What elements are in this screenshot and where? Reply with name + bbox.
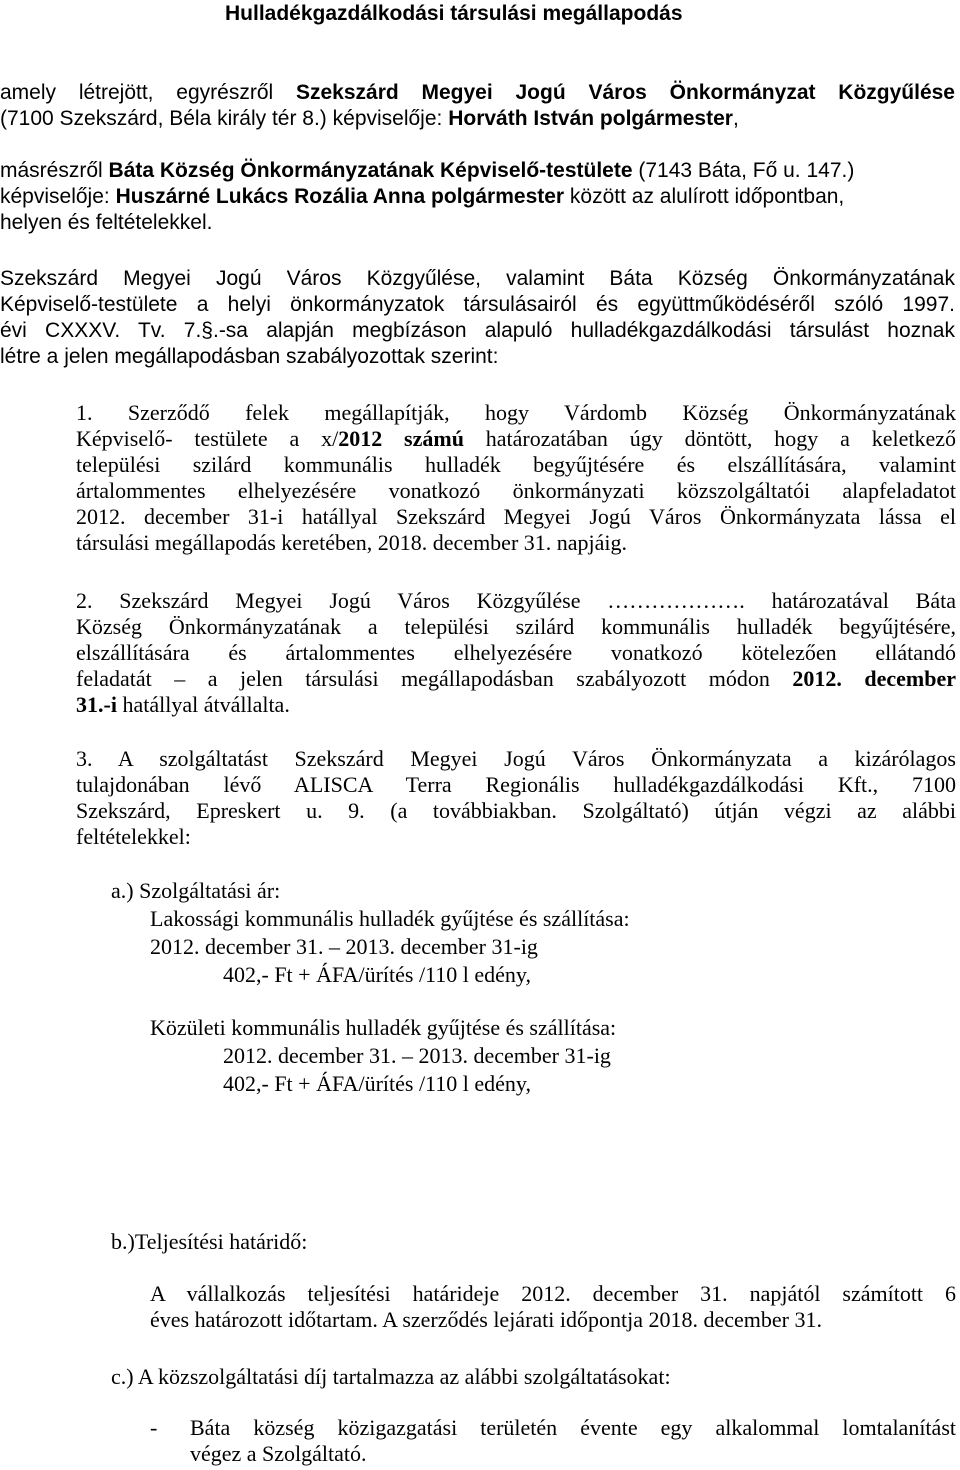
section-1-l2-c: határozatában úgy döntött, hogy a keletkező (463, 426, 956, 451)
party-2-tail: között az alulírott időpontban, (564, 185, 845, 208)
section-2-date-bold-2: 31.-i (76, 692, 117, 717)
subsection-a-heading: a.) Szolgáltatási ár: (111, 878, 281, 903)
section-3-line-1: 3. A szolgáltatást Szekszárd Megyei Jogú Város Önkormányzata a kizárólagos (76, 746, 956, 771)
party-2-name: Báta Község Önkormányzatának Képviselő-testülete (108, 159, 633, 182)
residential-period: 2012. december 31. – 2013. december 31-ig (150, 934, 538, 959)
section-2-l4-a: feladatát – a jelen társulási megállapodásban szabályozott módon (76, 666, 793, 691)
section-2-line-3: elszállítására és ártalommentes elhelyezésére vonatkozó kötelezően ellátandó (76, 640, 956, 665)
section-2-l5-b: hatállyal átvállalta. (116, 692, 290, 717)
party-2-intro: másrészről (0, 159, 109, 182)
residential-title: Lakossági kommunális hulladék gyűjtése és szállítása: (150, 906, 630, 931)
residential-price: 402,- Ft + ÁFA/ürítés /110 l edény, (223, 962, 531, 987)
subsection-b-line-1: A vállalkozás teljesítési határideje 2012. december 31. napjától számított 6 (150, 1281, 956, 1306)
party-1-comma: , (732, 107, 739, 130)
party-1-line-1 (0, 80, 955, 106)
section-3 (76, 746, 956, 850)
section-1-line-1: 1. Szerződő felek megállapítják, hogy Várdomb Község Önkormányzatának (76, 400, 956, 425)
section-1-line-3: települési szilárd kommunális hulladék begyűjtésére és elszállítására, valamint (76, 452, 956, 477)
party-2-representative: Huszárné Lukács Rozália Anna polgármester (115, 185, 565, 208)
institutional-title: Közületi kommunális hulladék gyűjtése és szállítása: (150, 1015, 617, 1040)
section-1-l2-a: Képviselő- testülete a x/ (76, 426, 339, 451)
section-1-line-2 (76, 426, 956, 452)
section-2-line-5 (76, 692, 956, 718)
party-2-address: (7143 Báta, Fő u. 147.) (632, 159, 855, 182)
section-1-line-6: társulási megállapodás keretében, 2018. december 31. napjáig. (76, 530, 628, 555)
party-2-line-3: helyen és feltételekkel. (0, 211, 213, 234)
subsection-b-line-2: éves határozott időtartam. A szerződés lejárati időpontja 2018. december 31. (150, 1307, 822, 1332)
section-2-line-1: 2. Szekszárd Megyei Jogú Város Közgyűlése ………………. határozatával Báta (76, 588, 956, 613)
intro-paragraph (0, 266, 955, 370)
subsection-c-line-1: Báta község közigazgatási területén évente egy alkalommal lomtalanítást (190, 1415, 956, 1440)
party-2 (0, 158, 955, 236)
party-1-line-2 (0, 106, 955, 132)
section-3-line-2: tulajdonában lévő ALISCA Terra Regionális hulladékgazdálkodási Kft., 7100 (76, 772, 956, 797)
party-2-rep-label: képviselője: (0, 185, 116, 208)
section-2 (76, 588, 956, 718)
document-title: Hulladékgazdálkodási társulási megállapodás (225, 2, 683, 25)
intro-line-3: évi CXXXV. Tv. 7.§.-sa alapján megbízáson alapuló hulladékgazdálkodási társulást hoznak (0, 319, 955, 342)
bullet-dash: - (150, 1415, 158, 1440)
section-1-resolution-number: 2012 számú (338, 426, 464, 451)
section-3-line-4: feltételekkel: (76, 824, 191, 849)
subsection-c-item (190, 1415, 956, 1467)
section-2-line-4 (76, 666, 956, 692)
institutional-period: 2012. december 31. – 2013. december 31-ig (223, 1043, 611, 1068)
intro-line-2: Képviselő-testülete a helyi önkormányzatok társulásairól és együttműködéséről szóló 1997. (0, 293, 955, 316)
section-1-line-5: 2012. december 31-i hatállyal Szekszárd Megyei Jogú Város Önkormányzata lássa el (76, 504, 956, 529)
party-1-representative: Horváth István polgármester (448, 107, 733, 130)
institutional-price: 402,- Ft + ÁFA/ürítés /110 l edény, (223, 1071, 531, 1096)
party-1-address: (7100 Szekszárd, Béla király tér 8.) képviselője: (0, 107, 449, 130)
section-1 (76, 400, 956, 556)
section-2-line-2: Község Önkormányzatának a települési szilárd kommunális hulladék begyűjtésére, (76, 614, 956, 639)
section-1-line-4: ártalommentes elhelyezésére vonatkozó önkormányzati közszolgáltatói alapfeladatot (76, 478, 956, 503)
intro-line-1: Szekszárd Megyei Jogú Város Közgyűlése, valamint Báta Község Önkormányzatának (0, 267, 955, 290)
subsection-c-heading: c.) A közszolgáltatási díj tartalmazza az alábbi szolgáltatásokat: (111, 1364, 671, 1389)
party-2-line-1 (0, 158, 955, 184)
subsection-b-body (150, 1281, 956, 1333)
subsection-c-line-2: végez a Szolgáltató. (190, 1441, 367, 1466)
section-2-date-bold: 2012. december (792, 666, 956, 691)
party-1 (0, 80, 955, 132)
intro-line-4: létre a jelen megállapodásban szabályozottak szerint: (0, 345, 499, 368)
party-1-intro: amely létrejött, egyrészről (0, 81, 296, 104)
party-2-line-2 (0, 184, 955, 210)
party-1-name: Szekszárd Megyei Jogú Város Önkormányzat Közgyűlése (295, 81, 955, 104)
section-3-line-3: Szekszárd, Epreskert u. 9. (a továbbiakban. Szolgáltató) útján végzi az alábbi (76, 798, 956, 823)
subsection-b-heading: b.)Teljesítési határidő: (111, 1229, 308, 1254)
